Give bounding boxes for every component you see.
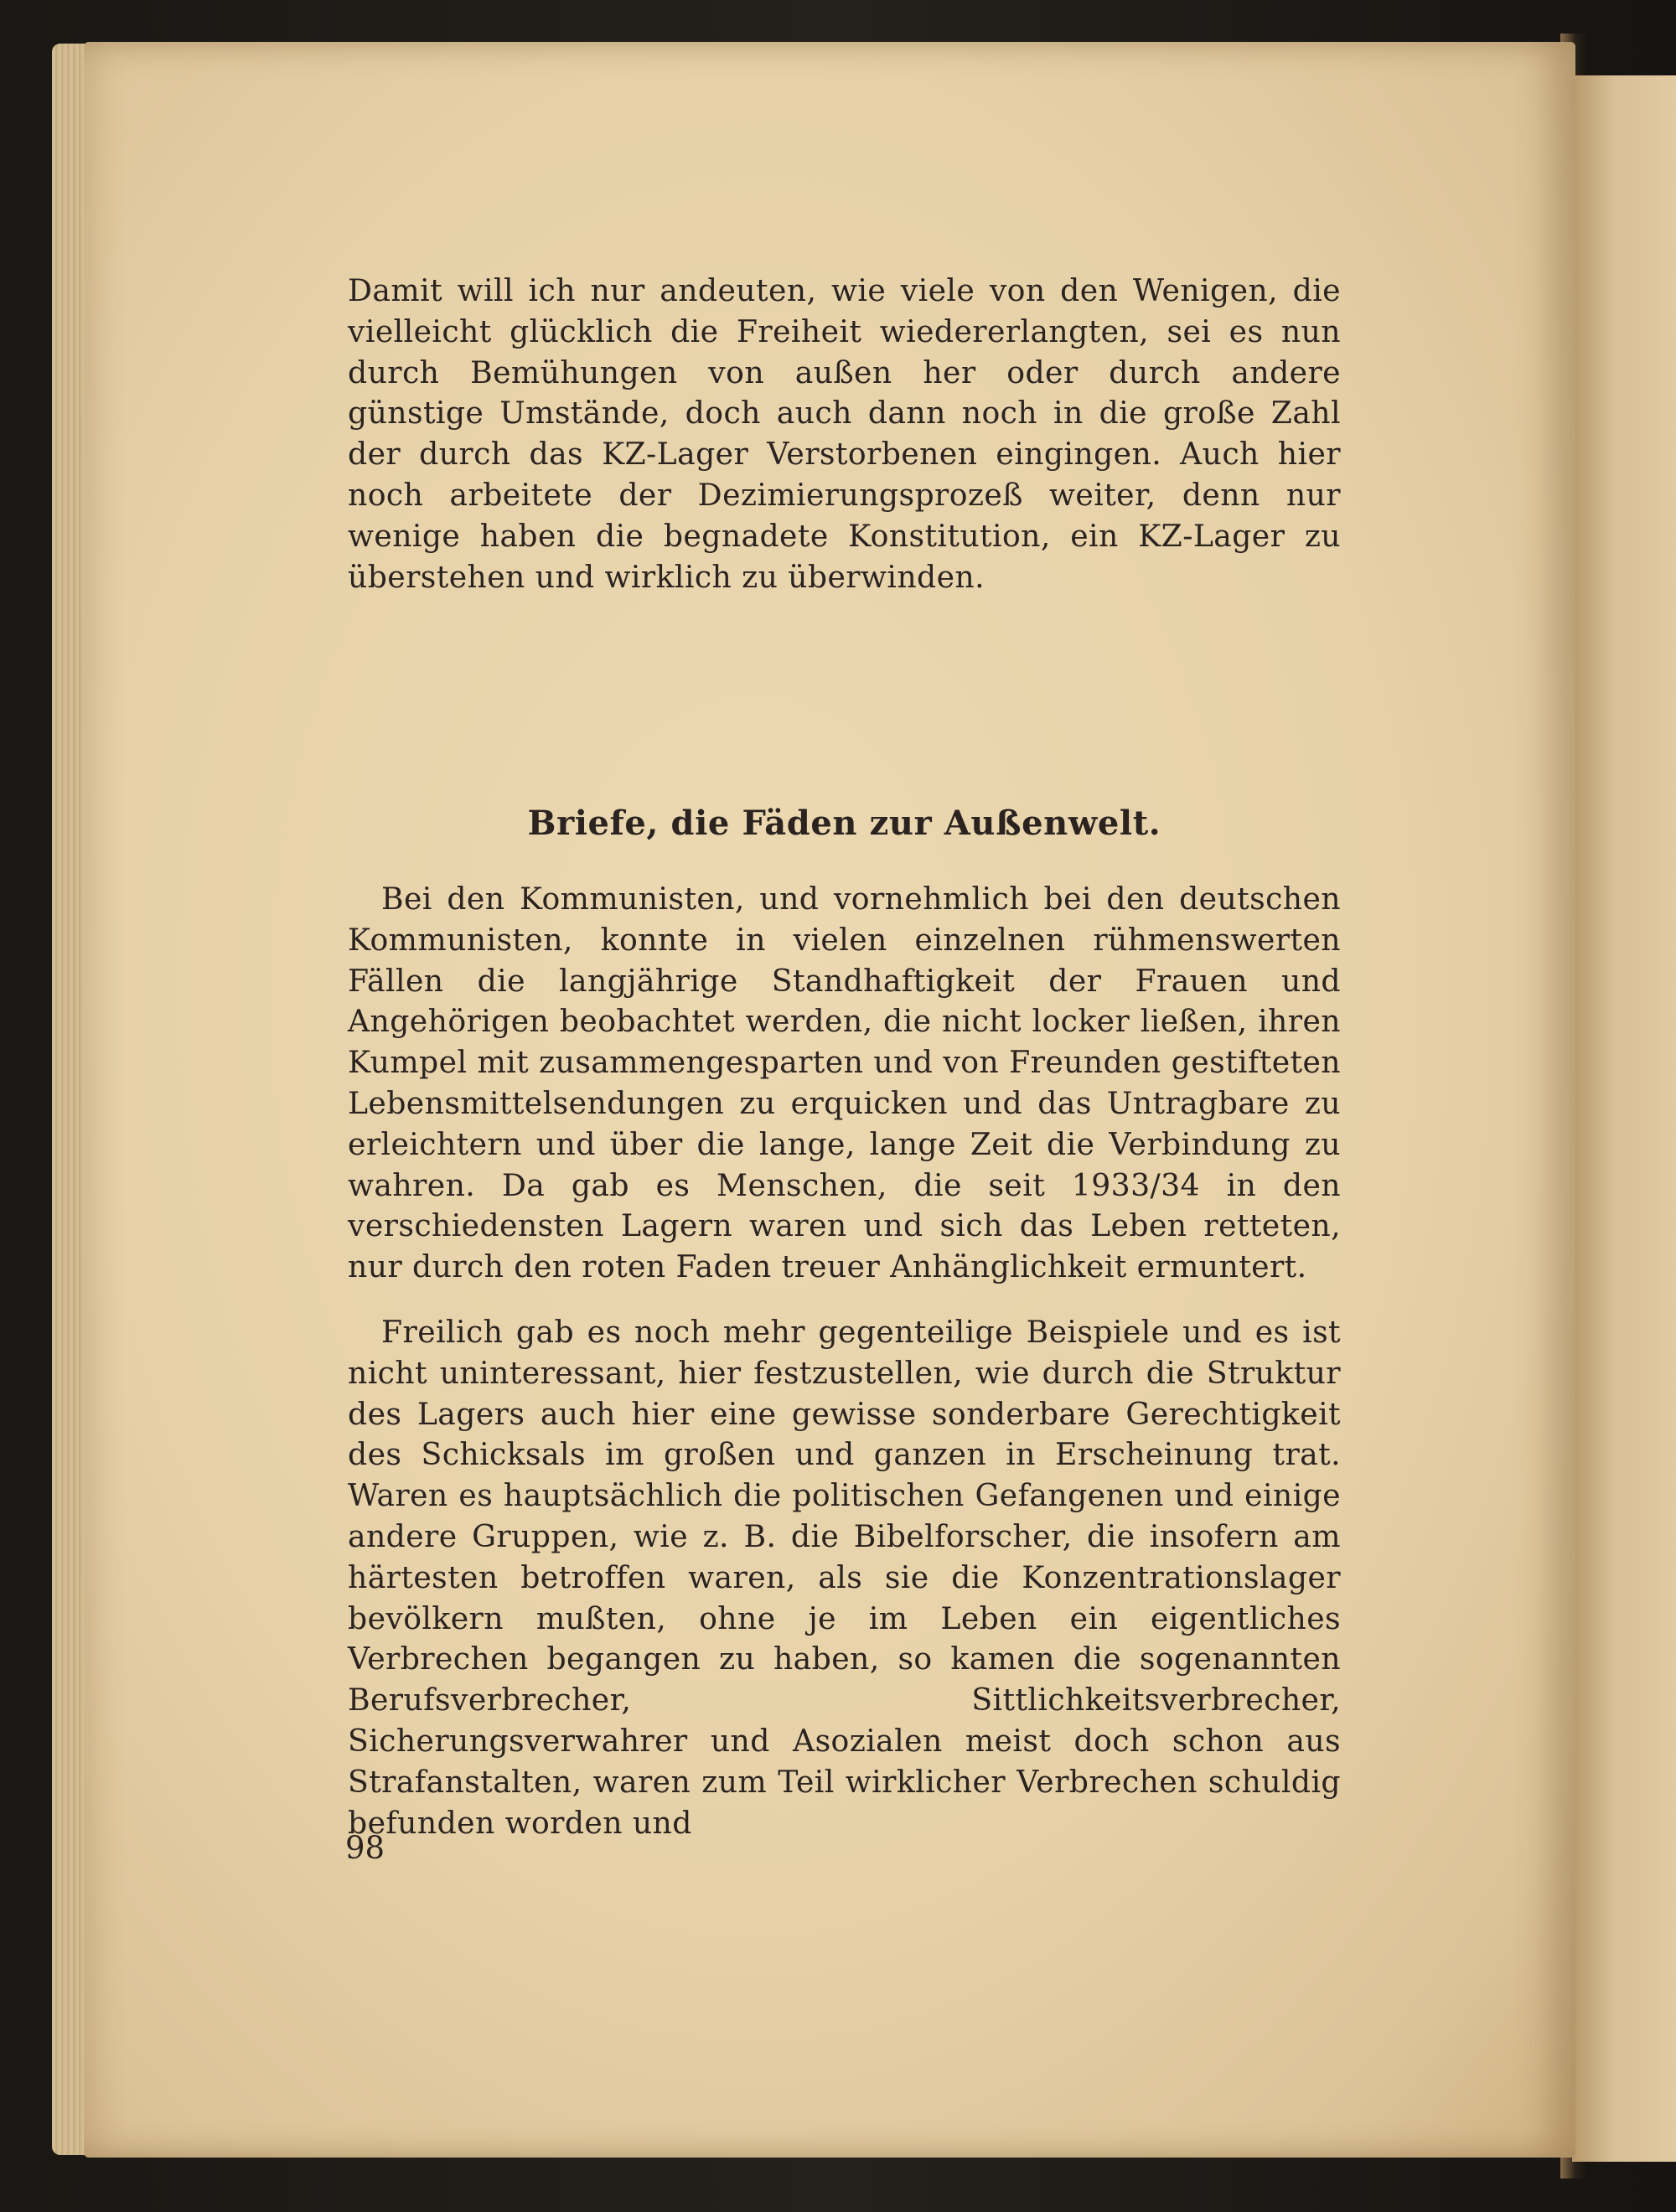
paragraph-text: Bei den Kommunisten, und vornehmlich bei den deutschen Kommunisten, konnte in vielen einzelnen rühmenswerten Fällen die langjährige Standhaftigkeit der Frauen und Angehörigen beobachtet werden, die nicht locker ließen, ihren Kumpel mit zusammengesparten und von Freunden gestifteten Lebensmittelsendungen zu erquicken und das Untragbare zu erleichtern und über die lange, lange Zeit die Verbindung zu wahren. Da gab es Menschen, die seit 1933/34 in den verschiedensten Lagern waren und sich das Leben retteten, nur durch den roten Faden treuer Anhänglichkeit ermuntert.	[348, 881, 1341, 1285]
body-paragraph-1	[348, 879, 1341, 1288]
paragraph-text: Freilich gab es noch mehr gegenteilige Beispiele und es ist nicht uninteressant, hier festzustellen, wie durch die Struktur des Lagers auch hier eine gewisse sonderbare Gerechtigkeit des Schicksals im großen und ganzen in Erscheinung trat. Waren es hauptsächlich die politischen Gefangenen und einige andere Gruppen, wie z. B. die Bibelforscher, die insofern am härtesten betroffen waren, als sie die Konzentrationslager bevölkern mußten, ohne je im Leben ein eigentliches Verbrechen begangen zu haben, so kamen die sogenannten Berufsverbrecher, Sittlichkeitsverbrecher, Sicherungsverwahrer und Asozialen meist doch schon aus Strafanstalten, waren zum Teil wirklicher Verbrechen schuldig befunden worden und	[348, 1314, 1341, 1841]
body-paragraph-intro	[348, 271, 1341, 597]
paragraph-text: Damit will ich nur andeuten, wie viele von den Wenigen, die vielleicht glücklich die Freiheit wiedererlangten, sei es nun durch Bemühungen von außen her oder durch andere günstige Umstände, doch auch dann noch in die große Zahl der durch das KZ-Lager Verstorbenen eingingen. Auch hier noch arbeitete der Dezimierungsprozeß weiter, denn nur wenige haben die begnadete Konstitution, ein KZ-Lager zu überstehen und wirklich zu überwinden.	[348, 272, 1341, 595]
page-number: 98	[345, 1830, 385, 1866]
section-heading: Briefe, die Fäden zur Außenwelt.	[527, 804, 1161, 843]
facing-page-edge	[1572, 75, 1676, 2162]
body-paragraph-2	[348, 1312, 1341, 1843]
